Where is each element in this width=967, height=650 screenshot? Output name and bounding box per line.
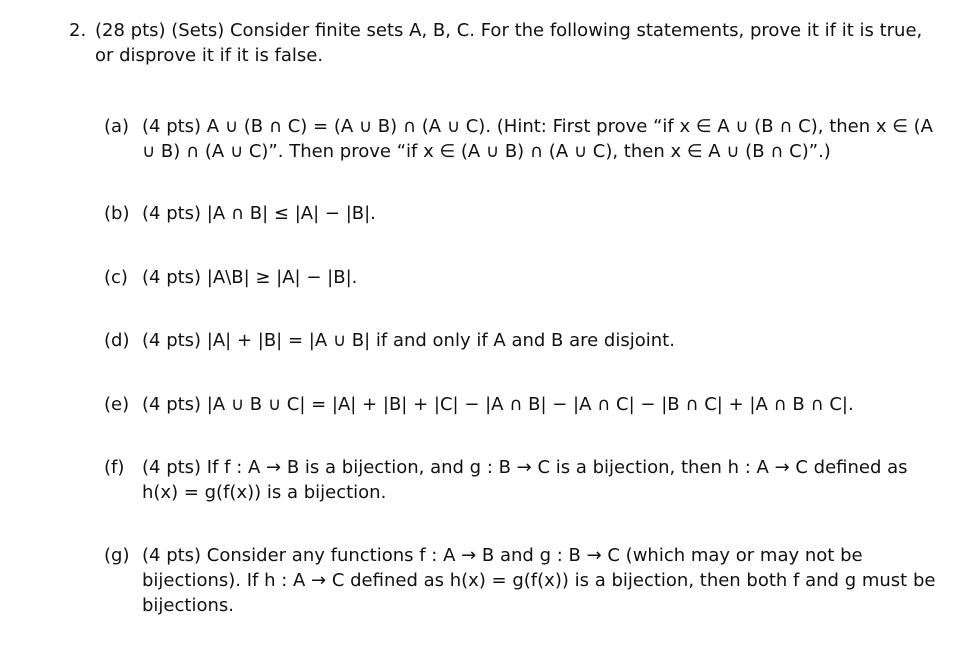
part-e — [104, 392, 936, 417]
part-d — [104, 328, 936, 353]
part-text: (4 pts) If f : A → B is a bijection, and g : B → C is a bijection, then h : A → C defined as h(x) = g(f(x)) is a bijection. — [142, 457, 908, 503]
part-label: (f) — [104, 457, 125, 478]
problem-header — [69, 18, 937, 68]
problem-number: 2. — [69, 20, 87, 41]
part-text: (4 pts) |A\B| ≥ |A| − |B|. — [142, 267, 358, 288]
part-text: (4 pts) |A ∩ B| ≤ |A| − |B|. — [142, 203, 376, 224]
part-g — [104, 543, 936, 618]
part-text: (4 pts) Consider any functions f : A → B and g : B → C (which may or may not be bijections). If h : A → C defined as h(x) = g(f(x)) is a bijection, then both f and g must be bijections. — [142, 545, 936, 616]
part-text: (4 pts) |A| + |B| = |A ∪ B| if and only if A and B are disjoint. — [142, 330, 675, 351]
part-text: (4 pts) |A ∪ B ∪ C| = |A| + |B| + |C| − |A ∩ B| − |A ∩ C| − |B ∩ C| + |A ∩ B ∩ C|. — [142, 394, 854, 415]
part-label: (b) — [104, 203, 130, 224]
part-text: (4 pts) A ∪ (B ∩ C) = (A ∪ B) ∩ (A ∪ C). (Hint: First prove “if x ∈ A ∪ (B ∩ C), then x ∈ (A ∪ B) ∩ (A ∪ C)”. Then prove “if x ∈ (A ∪ B) ∩ (A ∪ C), then x ∈ A ∪ (B ∩ C)”.) — [142, 116, 933, 162]
part-b — [104, 201, 936, 226]
part-a — [104, 114, 936, 164]
part-f — [104, 455, 936, 505]
part-c — [104, 265, 936, 290]
part-label: (c) — [104, 267, 128, 288]
problem-statement: (28 pts) (Sets) Consider finite sets A, B, C. For the following statements, prove it if it is true, or disprove it if it is false. — [95, 20, 923, 66]
part-label: (d) — [104, 330, 130, 351]
part-label: (g) — [104, 545, 130, 566]
part-label: (e) — [104, 394, 130, 415]
part-label: (a) — [104, 116, 130, 137]
